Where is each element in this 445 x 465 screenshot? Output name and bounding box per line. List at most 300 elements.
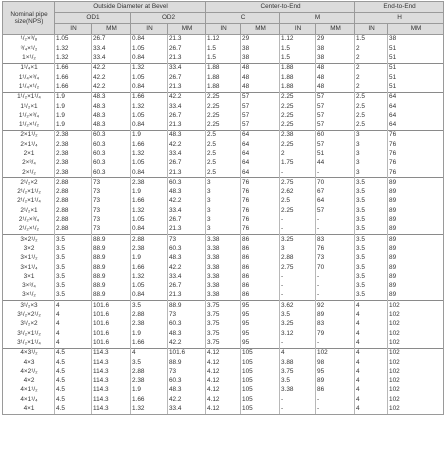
od1-in-cell: 2.88 bbox=[55, 225, 92, 235]
h-mm-cell: 102 bbox=[388, 367, 444, 376]
od1-mm-cell: 60.3 bbox=[92, 130, 131, 140]
table-row bbox=[3, 44, 444, 53]
h-in-cell: 3.5 bbox=[355, 225, 388, 235]
table-row bbox=[3, 348, 444, 358]
c-mm-cell: 86 bbox=[241, 235, 280, 245]
h-mm-cell: 76 bbox=[388, 140, 444, 149]
m-in-cell: 2 bbox=[280, 150, 316, 159]
od1-mm-cell: 101.6 bbox=[92, 311, 131, 320]
od1-mm-cell: 73 bbox=[92, 197, 131, 206]
h-mm-cell: 89 bbox=[388, 225, 444, 235]
c-mm-cell: 57 bbox=[241, 102, 280, 111]
h-mm-cell: 76 bbox=[388, 150, 444, 159]
od1-in-cell: 3.5 bbox=[55, 245, 92, 254]
nps-cell: 4×3 bbox=[3, 358, 55, 367]
nps-cell: 2×1¹/₄ bbox=[3, 140, 55, 149]
od1-in-cell: 2.38 bbox=[55, 140, 92, 149]
od1-mm-cell: 88.9 bbox=[92, 272, 131, 281]
h-in-cell: 3.5 bbox=[355, 178, 388, 188]
od1-in-cell: 4.5 bbox=[55, 367, 92, 376]
od1-in-cell: 2.88 bbox=[55, 197, 92, 206]
nps-cell: 3¹/₂×1¹/₄ bbox=[3, 339, 55, 349]
h-in-cell: 3.5 bbox=[355, 282, 388, 291]
nps-cell: 2¹/₂×1 bbox=[3, 206, 55, 215]
m-mm-header: MM bbox=[316, 24, 355, 35]
h-in-cell: 4 bbox=[355, 329, 388, 338]
h-mm-cell: 102 bbox=[388, 301, 444, 311]
od1-mm-cell: 73 bbox=[92, 188, 131, 197]
h-in-cell: 2.5 bbox=[355, 121, 388, 131]
c-in-cell: 3.75 bbox=[206, 311, 241, 320]
h-mm-cell: 89 bbox=[388, 272, 444, 281]
od1-mm-cell: 88.9 bbox=[92, 235, 131, 245]
m-mm-cell: - bbox=[316, 395, 355, 404]
m-in-cell: 2.25 bbox=[280, 92, 316, 102]
od2-header: OD2 bbox=[131, 13, 206, 24]
m-in-cell: 2.25 bbox=[280, 102, 316, 111]
od1-mm-cell: 33.4 bbox=[92, 54, 131, 64]
c-mm-cell: 105 bbox=[241, 348, 280, 358]
h-in-cell: 3.5 bbox=[355, 216, 388, 225]
c-mm-cell: 57 bbox=[241, 111, 280, 120]
od2-in-cell: 1.32 bbox=[131, 206, 168, 215]
nps-cell: 4×2¹/₂ bbox=[3, 367, 55, 376]
end-to-end-header: End-to-End bbox=[355, 2, 444, 13]
m-in-cell: - bbox=[280, 291, 316, 301]
od2-in-header: IN bbox=[131, 24, 168, 35]
h-mm-cell: 102 bbox=[388, 311, 444, 320]
nps-cell: 3¹/₂×2¹/₂ bbox=[3, 311, 55, 320]
m-mm-cell: 57 bbox=[316, 206, 355, 215]
h-mm-cell: 51 bbox=[388, 54, 444, 64]
m-mm-cell: 51 bbox=[316, 150, 355, 159]
m-in-cell: 3.12 bbox=[280, 329, 316, 338]
m-in-cell: 1.75 bbox=[280, 159, 316, 168]
od2-mm-cell: 101.6 bbox=[168, 348, 206, 358]
h-mm-cell: 76 bbox=[388, 130, 444, 140]
c-mm-cell: 38 bbox=[241, 44, 280, 53]
nps-cell: 1¹/₄×¹/₂ bbox=[3, 82, 55, 92]
table-row bbox=[3, 235, 444, 245]
m-in-cell: 1.5 bbox=[280, 44, 316, 53]
h-mm-cell: 64 bbox=[388, 121, 444, 131]
h-mm-cell: 51 bbox=[388, 63, 444, 73]
od1-mm-cell: 88.9 bbox=[92, 245, 131, 254]
m-mm-cell: 83 bbox=[316, 235, 355, 245]
od2-in-cell: 1.05 bbox=[131, 282, 168, 291]
h-mm-cell: 102 bbox=[388, 377, 444, 386]
od2-mm-cell: 26.7 bbox=[168, 73, 206, 82]
h-mm-cell: 64 bbox=[388, 102, 444, 111]
od1-mm-cell: 42.2 bbox=[92, 73, 131, 82]
od2-mm-cell: 60.3 bbox=[168, 178, 206, 188]
h-mm-cell: 102 bbox=[388, 320, 444, 329]
od2-in-cell: 2.38 bbox=[131, 245, 168, 254]
h-mm-cell: 38 bbox=[388, 35, 444, 45]
c-in-cell: 2.25 bbox=[206, 92, 241, 102]
od1-mm-cell: 114.3 bbox=[92, 405, 131, 415]
nps-cell: 4×3¹/₂ bbox=[3, 348, 55, 358]
od1-in-cell: 3.5 bbox=[55, 291, 92, 301]
od2-mm-cell: 21.3 bbox=[168, 35, 206, 45]
nps-cell: 1¹/₂×³/₄ bbox=[3, 111, 55, 120]
c-in-cell: 4.12 bbox=[206, 358, 241, 367]
od1-in-cell: 4.5 bbox=[55, 348, 92, 358]
m-in-cell: 2.25 bbox=[280, 121, 316, 131]
od2-mm-cell: 48.3 bbox=[168, 329, 206, 338]
od2-in-cell: 1.9 bbox=[131, 329, 168, 338]
od1-in-cell: 4.5 bbox=[55, 395, 92, 404]
nps-cell: 2¹/₂×2 bbox=[3, 178, 55, 188]
reducer-dimension-table-container bbox=[2, 1, 443, 464]
m-in-cell: - bbox=[280, 405, 316, 415]
h-mm-cell: 102 bbox=[388, 395, 444, 404]
od1-in-cell: 2.88 bbox=[55, 206, 92, 215]
od2-in-cell: 1.9 bbox=[131, 386, 168, 395]
od2-in-cell: 1.05 bbox=[131, 159, 168, 168]
table-row bbox=[3, 301, 444, 311]
h-in-cell: 3.5 bbox=[355, 206, 388, 215]
od1-in-cell: 2.38 bbox=[55, 168, 92, 178]
m-mm-cell: 48 bbox=[316, 73, 355, 82]
c-in-cell: 2.5 bbox=[206, 150, 241, 159]
nps-cell: 3×1¹/₄ bbox=[3, 263, 55, 272]
od1-in-cell: 4 bbox=[55, 320, 92, 329]
table-row bbox=[3, 92, 444, 102]
c-in-cell: 2.5 bbox=[206, 130, 241, 140]
h-in-header: IN bbox=[355, 24, 388, 35]
c-in-cell: 3.75 bbox=[206, 320, 241, 329]
nps-cell: 3×1 bbox=[3, 272, 55, 281]
od1-in-cell: 1.32 bbox=[55, 54, 92, 64]
c-mm-cell: 105 bbox=[241, 358, 280, 367]
od2-mm-cell: 21.3 bbox=[168, 291, 206, 301]
c-mm-cell: 105 bbox=[241, 377, 280, 386]
od1-in-cell: 3.5 bbox=[55, 282, 92, 291]
m-mm-cell: 44 bbox=[316, 159, 355, 168]
m-in-cell: 3.5 bbox=[280, 311, 316, 320]
c-in-cell: 3.38 bbox=[206, 272, 241, 281]
h-mm-cell: 64 bbox=[388, 92, 444, 102]
c-in-cell: 3 bbox=[206, 178, 241, 188]
c-in-cell: 2.25 bbox=[206, 121, 241, 131]
c-mm-cell: 76 bbox=[241, 197, 280, 206]
h-mm-cell: 89 bbox=[388, 178, 444, 188]
table-row bbox=[3, 225, 444, 235]
c-mm-cell: 76 bbox=[241, 216, 280, 225]
od1-in-cell: 1.05 bbox=[55, 35, 92, 45]
od2-mm-cell: 88.9 bbox=[168, 358, 206, 367]
m-mm-cell: 89 bbox=[316, 311, 355, 320]
od1-mm-cell: 73 bbox=[92, 206, 131, 215]
h-mm-cell: 89 bbox=[388, 197, 444, 206]
od2-mm-cell: 33.4 bbox=[168, 63, 206, 73]
c-mm-cell: 48 bbox=[241, 73, 280, 82]
table-row bbox=[3, 150, 444, 159]
m-mm-cell: - bbox=[316, 339, 355, 349]
m-mm-cell: 76 bbox=[316, 245, 355, 254]
table-row bbox=[3, 54, 444, 64]
od2-mm-cell: 60.3 bbox=[168, 245, 206, 254]
od1-mm-cell: 48.3 bbox=[92, 92, 131, 102]
c-mm-cell: 86 bbox=[241, 254, 280, 263]
h-in-cell: 1.5 bbox=[355, 35, 388, 45]
od1-in-cell: 3.5 bbox=[55, 263, 92, 272]
od2-in-cell: 1.05 bbox=[131, 216, 168, 225]
od1-in-cell: 2.38 bbox=[55, 130, 92, 140]
od1-mm-cell: 73 bbox=[92, 178, 131, 188]
m-in-cell: - bbox=[280, 282, 316, 291]
od2-in-cell: 1.05 bbox=[131, 73, 168, 82]
table-row bbox=[3, 159, 444, 168]
nps-cell: 4×2 bbox=[3, 377, 55, 386]
c-in-cell: 1.88 bbox=[206, 73, 241, 82]
m-in-cell: - bbox=[280, 225, 316, 235]
od1-in-cell: 2.38 bbox=[55, 150, 92, 159]
nps-cell: 2×1¹/₂ bbox=[3, 130, 55, 140]
od2-mm-cell: 73 bbox=[168, 311, 206, 320]
od1-in-cell: 4 bbox=[55, 329, 92, 338]
m-mm-cell: 57 bbox=[316, 92, 355, 102]
od2-mm-cell: 48.3 bbox=[168, 386, 206, 395]
m-in-cell: - bbox=[280, 395, 316, 404]
od1-in-cell: 1.66 bbox=[55, 63, 92, 73]
od2-mm-cell: 33.4 bbox=[168, 150, 206, 159]
od2-mm-cell: 26.7 bbox=[168, 216, 206, 225]
table-row bbox=[3, 358, 444, 367]
c-in-cell: 3 bbox=[206, 216, 241, 225]
m-in-cell: 2.62 bbox=[280, 188, 316, 197]
nps-cell: 2¹/₂×1¹/₄ bbox=[3, 197, 55, 206]
od1-mm-cell: 42.2 bbox=[92, 82, 131, 92]
od2-in-cell: 2.88 bbox=[131, 311, 168, 320]
table-row bbox=[3, 206, 444, 215]
h-mm-cell: 89 bbox=[388, 254, 444, 263]
od2-mm-cell: 42.2 bbox=[168, 140, 206, 149]
nps-cell: 2×¹/₂ bbox=[3, 168, 55, 178]
c-mm-cell: 86 bbox=[241, 272, 280, 281]
c-mm-cell: 86 bbox=[241, 245, 280, 254]
m-mm-cell: 79 bbox=[316, 329, 355, 338]
od1-mm-cell: 60.3 bbox=[92, 168, 131, 178]
nps-cell: 4×1¹/₄ bbox=[3, 395, 55, 404]
h-in-cell: 4 bbox=[355, 311, 388, 320]
od1-in-cell: 4 bbox=[55, 311, 92, 320]
nps-cell: 1×¹/₂ bbox=[3, 54, 55, 64]
m-in-cell: 3.5 bbox=[280, 377, 316, 386]
m-in-cell: 3 bbox=[280, 245, 316, 254]
h-in-cell: 2.5 bbox=[355, 102, 388, 111]
table-row bbox=[3, 329, 444, 338]
table-row bbox=[3, 272, 444, 281]
h-mm-cell: 102 bbox=[388, 358, 444, 367]
od2-in-cell: 0.84 bbox=[131, 54, 168, 64]
table-header bbox=[3, 2, 444, 35]
od1-mm-cell: 114.3 bbox=[92, 377, 131, 386]
m-mm-cell: 64 bbox=[316, 197, 355, 206]
m-in-cell: 4 bbox=[280, 348, 316, 358]
od1-mm-cell: 114.3 bbox=[92, 367, 131, 376]
od2-in-cell: 0.84 bbox=[131, 168, 168, 178]
nps-cell: 3¹/₂×2 bbox=[3, 320, 55, 329]
h-mm-cell: 89 bbox=[388, 263, 444, 272]
m-mm-cell: 29 bbox=[316, 35, 355, 45]
nps-cell: 4×1 bbox=[3, 405, 55, 415]
od2-in-cell: 1.32 bbox=[131, 150, 168, 159]
c-in-cell: 2.5 bbox=[206, 159, 241, 168]
m-mm-cell: - bbox=[316, 216, 355, 225]
od2-mm-cell: 33.4 bbox=[168, 102, 206, 111]
od2-in-cell: 3.5 bbox=[131, 358, 168, 367]
m-mm-cell: 70 bbox=[316, 178, 355, 188]
h-in-cell: 3 bbox=[355, 168, 388, 178]
m-mm-cell: 38 bbox=[316, 54, 355, 64]
od1-in-cell: 1.9 bbox=[55, 121, 92, 131]
od1-mm-cell: 48.3 bbox=[92, 121, 131, 131]
h-mm-cell: 51 bbox=[388, 82, 444, 92]
h-in-cell: 3 bbox=[355, 140, 388, 149]
od1-in-cell: 4 bbox=[55, 301, 92, 311]
c-in-cell: 4.12 bbox=[206, 348, 241, 358]
c-in-cell: 4.12 bbox=[206, 386, 241, 395]
od2-mm-cell: 21.3 bbox=[168, 168, 206, 178]
m-in-cell: 3.25 bbox=[280, 320, 316, 329]
od1-mm-cell: 114.3 bbox=[92, 386, 131, 395]
m-mm-cell: 67 bbox=[316, 188, 355, 197]
c-mm-cell: 95 bbox=[241, 329, 280, 338]
h-mm-cell: 89 bbox=[388, 291, 444, 301]
od2-in-cell: 1.9 bbox=[131, 188, 168, 197]
od1-mm-cell: 48.3 bbox=[92, 111, 131, 120]
od2-mm-cell: 42.2 bbox=[168, 339, 206, 349]
h-in-cell: 2 bbox=[355, 73, 388, 82]
h-in-cell: 3.5 bbox=[355, 254, 388, 263]
od2-in-cell: 0.84 bbox=[131, 82, 168, 92]
od1-mm-cell: 101.6 bbox=[92, 329, 131, 338]
od2-in-cell: 1.66 bbox=[131, 92, 168, 102]
c-mm-cell: 38 bbox=[241, 54, 280, 64]
od2-in-cell: 2.88 bbox=[131, 235, 168, 245]
nps-cell: 1¹/₂×1 bbox=[3, 102, 55, 111]
c-mm-cell: 48 bbox=[241, 82, 280, 92]
od1-mm-cell: 88.9 bbox=[92, 291, 131, 301]
table-row bbox=[3, 188, 444, 197]
m-mm-cell: 89 bbox=[316, 377, 355, 386]
od1-in-cell: 4.5 bbox=[55, 386, 92, 395]
od1-mm-cell: 88.9 bbox=[92, 263, 131, 272]
od2-mm-cell: 33.4 bbox=[168, 405, 206, 415]
nps-cell: 2×1 bbox=[3, 150, 55, 159]
od1-mm-cell: 60.3 bbox=[92, 150, 131, 159]
od2-mm-header: MM bbox=[168, 24, 206, 35]
od2-mm-cell: 21.3 bbox=[168, 121, 206, 131]
h-in-cell: 3.5 bbox=[355, 291, 388, 301]
c-mm-cell: 29 bbox=[241, 35, 280, 45]
m-in-cell: 2.75 bbox=[280, 178, 316, 188]
table-row bbox=[3, 73, 444, 82]
od2-mm-cell: 21.3 bbox=[168, 54, 206, 64]
od2-in-cell: 1.66 bbox=[131, 395, 168, 404]
od2-mm-cell: 21.3 bbox=[168, 82, 206, 92]
h-in-cell: 2.5 bbox=[355, 111, 388, 120]
od1-in-cell: 4.5 bbox=[55, 405, 92, 415]
m-mm-cell: 73 bbox=[316, 254, 355, 263]
od1-in-cell: 1.66 bbox=[55, 73, 92, 82]
od2-mm-cell: 73 bbox=[168, 235, 206, 245]
m-mm-cell: 57 bbox=[316, 111, 355, 120]
c-mm-header: MM bbox=[241, 24, 280, 35]
m-mm-cell: 57 bbox=[316, 102, 355, 111]
od2-in-cell: 0.84 bbox=[131, 35, 168, 45]
od1-in-cell: 2.88 bbox=[55, 178, 92, 188]
nps-cell: 3¹/₂×1¹/₂ bbox=[3, 329, 55, 338]
h-in-cell: 3.5 bbox=[355, 235, 388, 245]
c-mm-cell: 57 bbox=[241, 121, 280, 131]
c-in-cell: 3.38 bbox=[206, 263, 241, 272]
od2-in-cell: 4 bbox=[131, 348, 168, 358]
h-in-cell: 3 bbox=[355, 130, 388, 140]
nps-cell: 2×³/₄ bbox=[3, 159, 55, 168]
table-row bbox=[3, 121, 444, 131]
m-mm-cell: 83 bbox=[316, 320, 355, 329]
c-mm-cell: 48 bbox=[241, 63, 280, 73]
od2-in-cell: 1.9 bbox=[131, 130, 168, 140]
h-mm-cell: 102 bbox=[388, 405, 444, 415]
c-mm-cell: 86 bbox=[241, 291, 280, 301]
od1-in-cell: 2.88 bbox=[55, 188, 92, 197]
c-in-cell: 3 bbox=[206, 225, 241, 235]
table-row bbox=[3, 291, 444, 301]
m-mm-cell: 38 bbox=[316, 44, 355, 53]
od2-mm-cell: 48.3 bbox=[168, 254, 206, 263]
od2-mm-cell: 33.4 bbox=[168, 206, 206, 215]
od1-mm-cell: 114.3 bbox=[92, 358, 131, 367]
od2-in-cell: 1.66 bbox=[131, 263, 168, 272]
h-mm-cell: 102 bbox=[388, 339, 444, 349]
h-in-cell: 3.5 bbox=[355, 263, 388, 272]
od1-mm-cell: 26.7 bbox=[92, 35, 131, 45]
m-header: M bbox=[280, 13, 355, 24]
h-header: H bbox=[355, 13, 444, 24]
od2-mm-cell: 21.3 bbox=[168, 225, 206, 235]
od2-in-cell: 1.32 bbox=[131, 405, 168, 415]
od1-mm-cell: 88.9 bbox=[92, 254, 131, 263]
od2-in-cell: 0.84 bbox=[131, 291, 168, 301]
od2-in-cell: 1.05 bbox=[131, 111, 168, 120]
h-mm-cell: 64 bbox=[388, 111, 444, 120]
c-in-cell: 3.38 bbox=[206, 245, 241, 254]
m-in-cell: 2.88 bbox=[280, 254, 316, 263]
m-mm-cell: 98 bbox=[316, 358, 355, 367]
c-in-cell: 4.12 bbox=[206, 367, 241, 376]
h-in-cell: 4 bbox=[355, 405, 388, 415]
od1-mm-cell: 60.3 bbox=[92, 159, 131, 168]
od1-mm-cell: 33.4 bbox=[92, 44, 131, 53]
od2-in-cell: 1.66 bbox=[131, 140, 168, 149]
c-in-cell: 3 bbox=[206, 197, 241, 206]
m-mm-cell: - bbox=[316, 168, 355, 178]
c-mm-cell: 64 bbox=[241, 140, 280, 149]
nps-cell: 1¹/₂×¹/₂ bbox=[3, 121, 55, 131]
od1-in-cell: 1.9 bbox=[55, 102, 92, 111]
c-mm-cell: 105 bbox=[241, 405, 280, 415]
table-body bbox=[3, 35, 444, 415]
c-in-cell: 3.38 bbox=[206, 235, 241, 245]
od1-in-cell: 3.5 bbox=[55, 254, 92, 263]
od2-mm-cell: 26.7 bbox=[168, 159, 206, 168]
od2-mm-cell: 73 bbox=[168, 367, 206, 376]
table-row bbox=[3, 263, 444, 272]
